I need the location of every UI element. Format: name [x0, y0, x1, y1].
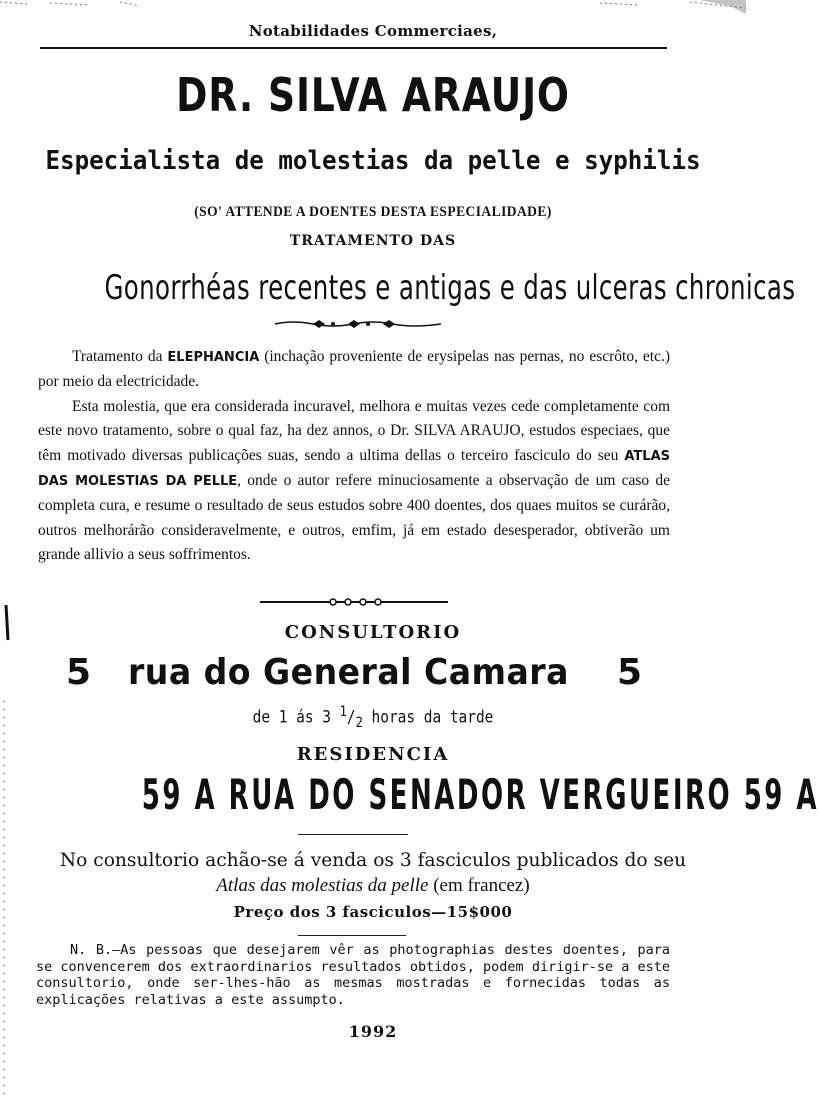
- address-street: rua do General Camara: [128, 652, 569, 693]
- hours-text-a: de 1 ás 3: [252, 707, 340, 728]
- header-rule: [40, 47, 667, 49]
- paragraph2-text-a: Esta molestia, que era considerada incuravel, melhora e muitas vezes cede completamente com este novo tratamento, sobre o qual faz, ha dez annos, o Dr. SILVA ARAUJO, estudos especiaes, que têm motivado diversas publicações suas, sendo a ultima dellas o terceiro fasciculo do seu: [38, 397, 670, 464]
- office-hours: [56, 704, 690, 731]
- section-header: Notabilidades Commerciaes,: [248, 22, 498, 40]
- atlas-language-note: (em francez): [428, 875, 530, 896]
- hours-fraction-num: 1: [339, 704, 347, 720]
- consultorio-label: CONSULTORIO: [284, 622, 462, 643]
- atlas-title: Atlas das molestias da pelle: [216, 875, 429, 896]
- paragraph1-text-b: (inchação proveniente de erysipelas nas pernas, no escrôto, etc.) por meio da electricidade.: [38, 348, 670, 391]
- specialty-restriction: (SO' ATTENDE A DOENTES DESTA ESPECIALIDADE): [194, 204, 552, 220]
- hours-fraction-sep: /: [346, 707, 356, 728]
- advertiser-name: DR. SILVA ARAUJO: [176, 68, 570, 122]
- specialty-line: Especialista de molestias da pelle e syphilis: [45, 146, 701, 176]
- page-number: 1992: [348, 1022, 398, 1041]
- treatment-heading: TRATAMENTO DAS: [289, 233, 457, 249]
- nota-bene: [36, 942, 670, 1008]
- conditions-heading: Gonorrhéas recentes e antigas e das ulceras chronicas: [104, 268, 796, 308]
- residencia-label: RESIDENCIA: [296, 744, 450, 765]
- nota-bene-text: N. B.—As pessoas que desejarem vêr as photographias destes doentes, para se convencerem dos extraordinarios resultados obtidos, podem dirigir-se a este consultorio, onde ser-lhes-hão as mesmas mostradas e fornecidas todas as explicações relativas a este assumpto.: [36, 942, 670, 1008]
- elephancia-term: ELEPHANCIA: [167, 350, 260, 365]
- ornament-divider-small: [258, 598, 450, 606]
- paragraph-elephancia: [38, 345, 670, 395]
- paragraph1-text-a: Tratamento da: [72, 348, 168, 365]
- address-number-left: 5: [66, 652, 92, 693]
- consultorio-address: [0, 652, 746, 702]
- short-rule-lower: [298, 935, 406, 936]
- atlas-title-line: [0, 875, 746, 897]
- paragraph2-text-b: , onde o autor refere minuciosamente a observação de um caso de completa cura, e resume o resultado de seus estudos sobre 400 doentes, dos quaes muitos se curárão, outros melhorárão consideravelmente, e outros, emfim, já em estado desesperador, obtiverão um grande allivio a seus soffrimentos.: [38, 472, 670, 564]
- hours-fraction-den: 2: [355, 715, 363, 732]
- address-number-right: 5: [617, 652, 643, 693]
- ornament-divider: [273, 318, 443, 330]
- hours-text-b: horas da tarde: [362, 707, 494, 728]
- price-line: Preço dos 3 fasciculos—15$000: [233, 903, 513, 921]
- sale-notice: No consultorio achão-se á venda os 3 fasciculos publicados do seu: [59, 849, 687, 871]
- paragraph-treatment: [38, 395, 670, 568]
- body-text: [38, 345, 670, 568]
- short-rule: [298, 834, 408, 835]
- residencia-address: 59 A RUA DO SENADOR VERGUEIRO 59 A: [141, 770, 819, 819]
- scan-noise-top: [0, 0, 746, 20]
- atlas-reference: ATLAS DAS MOLESTIAS DA PELLE: [38, 448, 670, 490]
